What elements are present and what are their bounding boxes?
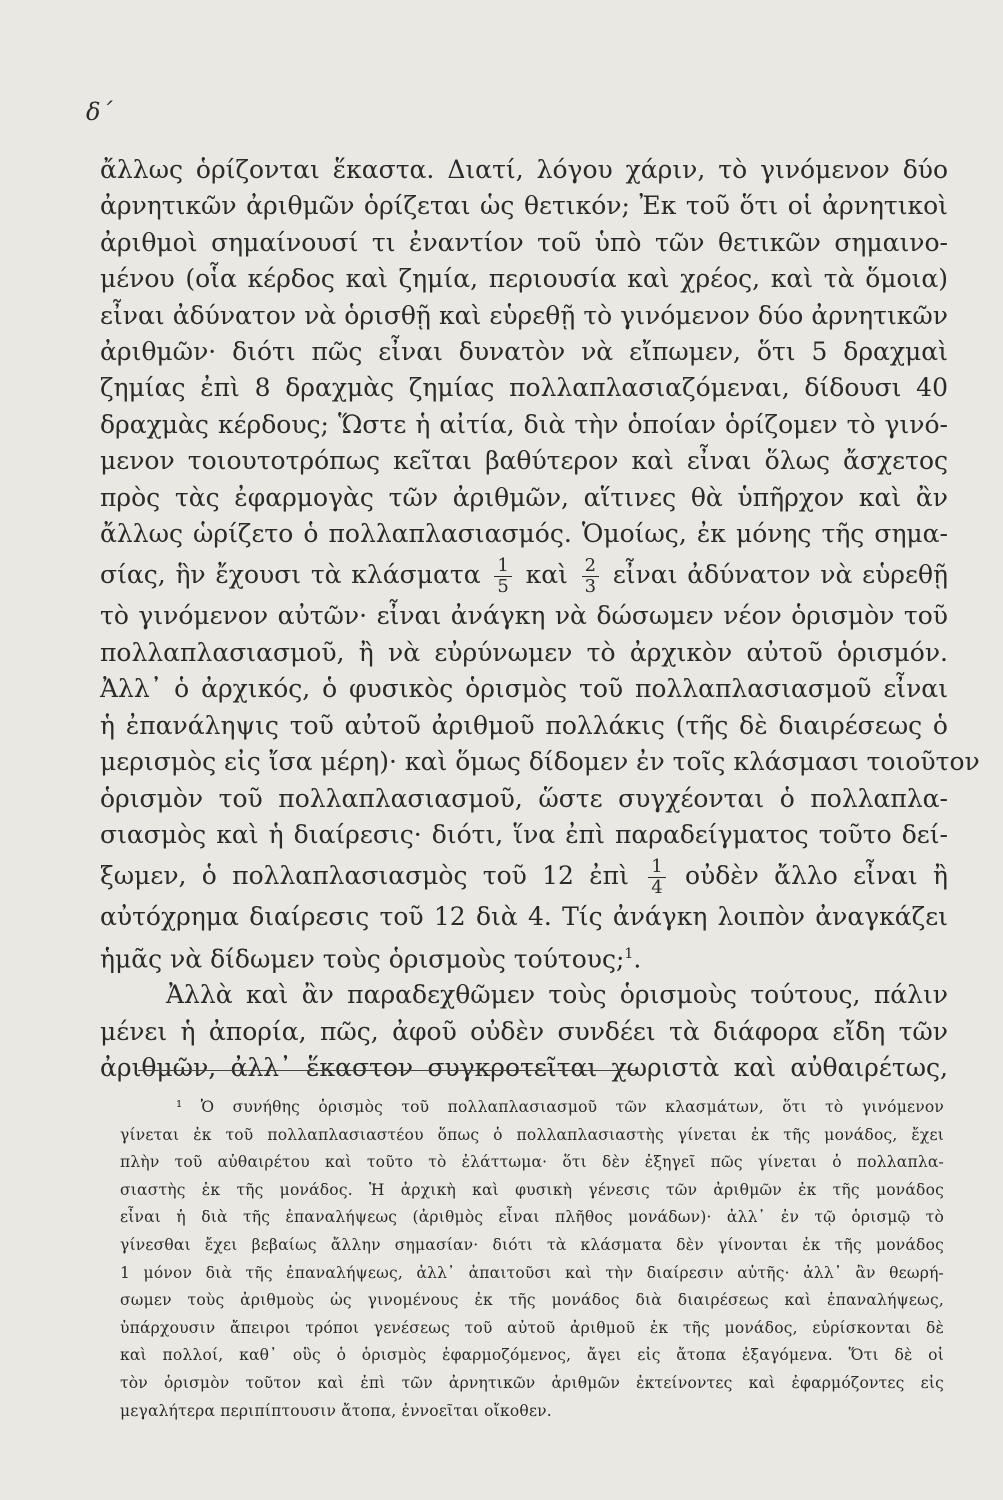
fraction-one-fifth xyxy=(494,556,511,597)
text-line: ἡ ἐπανάληψις τοῦ αὐτοῦ ἀριθμοῦ πολλάκις (τῆς δὲ διαιρέσεως ὁ xyxy=(100,710,948,740)
text-line: ἄλλως ὁρίζονται ἕκαστα. Διατί, λόγου χάριν, τὸ γινόμενον δύο xyxy=(100,155,948,184)
text-line: πρὸς τὰς ἐφαρμογὰς τῶν ἀριθμῶν, αἵτινες θὰ ὑπῆρχον καὶ ἂν xyxy=(100,482,948,512)
text-line: τὸ γινόμενον αὐτῶν· εἶναι ἀνάγκη νὰ δώσωμεν νέον ὁρισμὸν τοῦ xyxy=(100,601,948,631)
text-line: ἡμᾶς νὰ δίδωμεν τοὺς ὁρισμοὺς τούτους;$^1$. xyxy=(100,944,642,974)
footnote-line: 1 μόνον διὰ τῆς ἐπαναλήψεως, ἀλλ᾽ ἀπαιτοῦσι καὶ τὴν διαίρεσιν αὐτῆς· ἀλλ᾽ ἂν θεωρή- xyxy=(120,1263,944,1282)
fraction-line xyxy=(100,552,948,598)
footnote-line: ὑπάρχουσιν ἄπειροι τρόποι γενέσεως τοῦ αὐτοῦ ἀριθμοῦ ἐκ τῆς μονάδος, εὑρίσκονται δὲ xyxy=(120,1318,944,1337)
fraction-numerator: 2 xyxy=(582,556,599,577)
footnote-line: τὸν ὁρισμὸν τοῦτον καὶ ἐπὶ τῶν ἀρνητικῶν ἀριθμῶν ἐκτείνοντες καὶ ἐφαρμόζοντες εἰς xyxy=(120,1373,944,1392)
footnote-line: πλὴν τοῦ αὐθαιρέτου καὶ τοῦτο τὸ ἐλάττωμα· ὅτι δὲν ἐξηγεῖ πῶς γίνεται ὁ πολλαπλα- xyxy=(120,1153,944,1172)
text-line: δραχμὰς κέρδους; Ὥστε ἡ αἰτία, διὰ τὴν ὁποίαν ὁρίζομεν τὸ γινό- xyxy=(100,409,948,439)
text-line: ἀριθμῶν· διότι πῶς εἶναι δυνατὸν νὰ εἴπωμεν, ὅτι 5 δραχμαὶ xyxy=(100,337,948,367)
footnote-line: σωμεν τοὺς ἀριθμοὺς ὡς γινομένους ἐκ τῆς μονάδος διὰ διαιρέσεως καὶ ἐπαναλήψεως, xyxy=(120,1291,944,1310)
text-line: ὁρισμὸν τοῦ πολλαπλασιασμοῦ, ὥστε συγχέονται ὁ πολλαπλα- xyxy=(100,783,948,813)
fraction-line xyxy=(100,853,948,899)
text-line: ζημίας ἐπὶ 8 δραχμὰς ζημίας πολλαπλασιαζόμεναι, δίδουσι 40 xyxy=(100,373,948,403)
text-line: μερισμὸς εἰς ἴσα μέρη)· καὶ ὅμως δίδομεν ἐν τοῖς κλάσμασι τοιοῦτον xyxy=(100,747,980,777)
fraction-denominator: 4 xyxy=(651,877,663,899)
text-line: μενον τοιουτοτρόπως κεῖται βαθύτερον καὶ εἶναι ὅλως ἄσχετος xyxy=(100,446,948,476)
text-line: αὐτόχρημα διαίρεσις τοῦ 12 διὰ 4. Τίς ἀνάγκη λοιπὸν ἀναγκάζει xyxy=(100,902,948,932)
text-segment: καὶ xyxy=(525,560,568,590)
text-line: ἄλλως ὡρίζετο ὁ πολλαπλασιασμός. Ὁμοίως, ἐκ μόνης τῆς σημα- xyxy=(100,519,948,549)
text-line: σιασμὸς καὶ ἡ διαίρεσις· διότι, ἵνα ἐπὶ παραδείγματος τοῦτο δεί- xyxy=(100,819,948,849)
page-number: δ΄ xyxy=(86,98,113,126)
text-line: Ἀλλ᾽ ὁ ἀρχικός, ὁ φυσικὸς ὁρισμὸς τοῦ πολλαπλασιασμοῦ εἶναι xyxy=(100,674,948,704)
fraction-numerator: 1 xyxy=(494,556,511,577)
text-segment: οὐδὲν ἄλλο εἶναι ἢ xyxy=(684,861,948,891)
text-line: ἀρνητικῶν ἀριθμῶν ὁρίζεται ὡς θετικόν; Ἐκ τοῦ ὅτι οἱ ἀρνητικοὶ xyxy=(100,191,948,221)
text-line: μένου (οἷα κέρδος καὶ ζημία, περιουσία καὶ χρέος, καὶ τὰ ὅμοια) xyxy=(100,264,948,294)
text-segment: ξωμεν, ὁ πολλαπλασιασμὸς τοῦ 12 ἐπὶ xyxy=(100,861,629,891)
fraction-denominator: 3 xyxy=(584,576,597,598)
footnote-line: εἶναι ἡ διὰ τῆς ἐπαναλήψεως (ἀριθμὸς εἶναι πλῆθος μονάδων)· ἀλλ᾽ ἐν τῷ ὁρισμῷ τὸ xyxy=(120,1208,944,1227)
fraction-numerator: 1 xyxy=(648,857,665,878)
text-line: ἀριθμῶν, ἀλλ᾽ ἕκαστον συγκροτεῖται χωριστὰ καὶ αὐθαιρέτως, xyxy=(100,1053,948,1083)
fraction-two-thirds xyxy=(582,556,599,597)
footnote-line: γίνεσθαι ἔχει βεβαίως ἄλλην σημασίαν· διότι τὰ κλάσματα δὲν γίνονται ἐκ τῆς μονάδος xyxy=(120,1235,944,1254)
text-segment: εἶναι ἀδύνατον νὰ εὑρεθῇ xyxy=(612,560,948,590)
fraction-denominator: 5 xyxy=(497,576,509,598)
main-text xyxy=(100,152,980,1087)
footnote-marker[interactable]: 1 xyxy=(624,945,634,962)
footnote-line: σιαστὴς ἐκ τῆς μονάδος. Ἡ ἀρχικὴ καὶ φυσικὴ γένεσις τῶν ἀριθμῶν ἐκ τῆς μονάδος xyxy=(120,1180,944,1199)
fraction-one-fourth xyxy=(648,857,665,898)
text-segment: σίας, ἣν ἔχουσι τὰ κλάσματα xyxy=(100,560,481,590)
footnote-line: γίνεται ἐκ τοῦ πολλαπλασιαστέου ὅπως ὁ πολλαπλασιαστὴς γίνεται ἐκ τῆς μονάδος, ἔχει xyxy=(120,1125,944,1144)
footnote-line: ¹ Ὁ συνήθης ὁρισμὸς τοῦ πολλαπλασιασμοῦ τῶν κλασμάτων, ὅτι τὸ γινόμενον xyxy=(176,1098,944,1116)
text-segment: ἡμᾶς νὰ δίδωμεν τοὺς ὁρισμοὺς τούτους; xyxy=(100,944,625,974)
footnote-line: μεγαλήτερα περιπίπτουσιν ἄτοπα, ἐννοεῖται οἴκοθεν. xyxy=(120,1401,552,1420)
text-line: εἶναι ἀδύνατον νὰ ὁρισθῇ καὶ εὑρεθῇ τὸ γινόμενον δύο ἀρνητικῶν xyxy=(100,300,948,330)
footnote-divider xyxy=(138,1070,636,1071)
text-line: πολλαπλασιασμοῦ, ἢ νὰ εὐρύνωμεν τὸ ἀρχικὸν αὐτοῦ ὁρισμόν. xyxy=(100,637,948,667)
text-line: Ἀλλὰ καὶ ἂν παραδεχθῶμεν τοὺς ὁρισμοὺς τούτους, πάλιν xyxy=(166,980,948,1010)
text-line: μένει ἡ ἀπορία, πῶς, ἀφοῦ οὐδὲν συνδέει τὰ διάφορα εἴδη τῶν xyxy=(100,1016,948,1046)
text-line: ἀριθμοὶ σημαίνουσί τι ἐναντίον τοῦ ὑπὸ τῶν θετικῶν σημαινο- xyxy=(100,227,948,257)
footnote xyxy=(120,1094,944,1425)
footnote-line: καὶ πολλοί, καθ᾽ οὓς ὁ ὁρισμὸς ἐφαρμοζόμενος, ἄγει εἰς ἄτοπα ἐξαγόμενα. Ὅτι δὲ οἱ xyxy=(120,1346,944,1365)
